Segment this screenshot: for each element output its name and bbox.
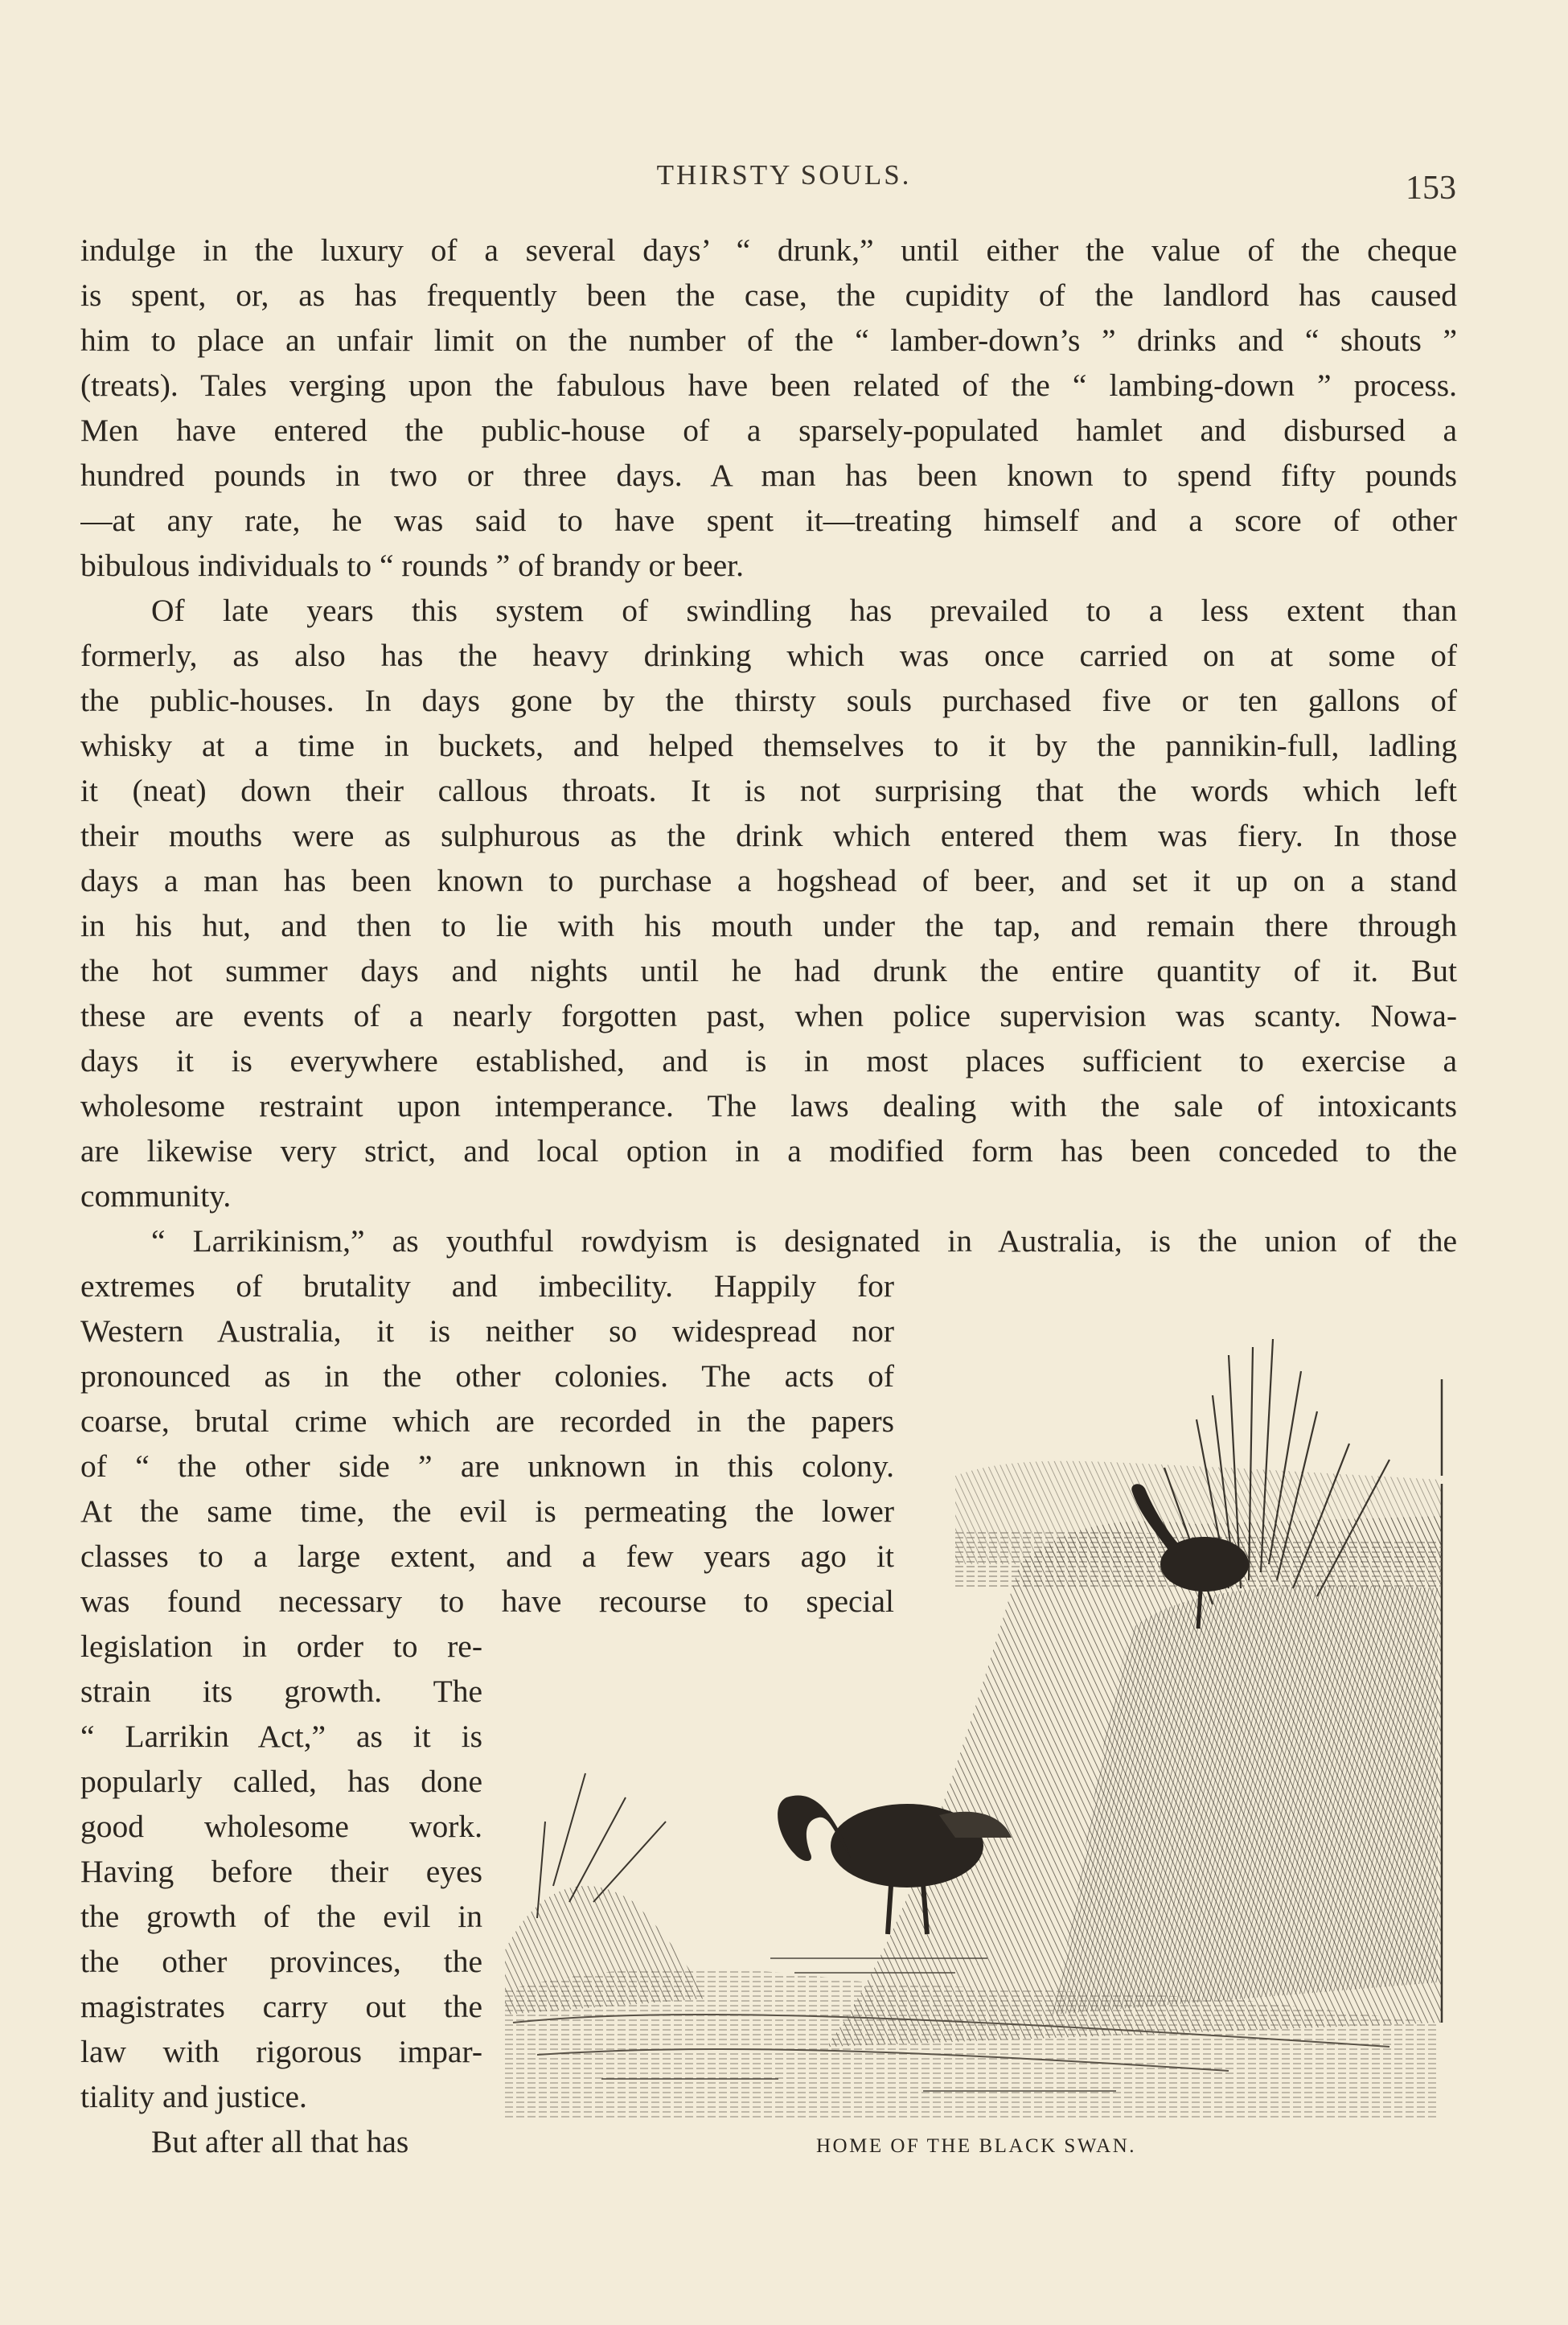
text-line: “ Larrikinism,” as youthful rowdyism is designated in Australia, is the union of the (151, 1223, 1457, 1259)
text-line: in his hut, and then to lie with his mouth under the tap, and remain there through (80, 908, 1457, 943)
text-line: the other provinces, the (80, 1944, 482, 1979)
text-line: extremes of brutality and imbecility. Happily for (80, 1268, 894, 1304)
text-line: the growth of the evil in (80, 1899, 482, 1934)
text-line: formerly, as also has the heavy drinking which was once carried on at some of (80, 638, 1457, 673)
text-line: the hot summer days and nights until he had drunk the entire quantity of it. But (80, 953, 1457, 988)
text-line: legislation in order to re- (80, 1629, 482, 1664)
text-line: “ Larrikin Act,” as it is (80, 1719, 482, 1754)
text-line: days it is everywhere established, and is in most places sufficient to exercise a (80, 1043, 1457, 1078)
black-swan-illustration (505, 1323, 1447, 2119)
text-line: Of late years this system of swindling has prevailed to a less extent than (151, 593, 1457, 628)
text-line: indulge in the luxury of a several days’ “ drunk,” until either the value of the cheque (80, 232, 1457, 268)
page-number: 153 (1406, 170, 1456, 207)
text-line: law with rigorous impar- (80, 2034, 482, 2069)
text-line: —at any rate, he was said to have spent it—treating himself and a score of other (80, 503, 1457, 538)
running-title: THIRSTY SOULS. (656, 159, 912, 191)
text-line: are likewise very strict, and local option in a modified form has been conceded to the (80, 1133, 1457, 1169)
text-line: was found necessary to have recourse to special (80, 1584, 894, 1619)
figure-caption: HOME OF THE BLACK SWAN. (815, 2135, 1137, 2157)
text-line: strain its growth. The (80, 1674, 482, 1709)
text-line: magistrates carry out the (80, 1989, 482, 2024)
text-line: bibulous individuals to “ rounds ” of brandy or beer. (80, 548, 744, 583)
text-line: classes to a large extent, and a few years ago it (80, 1538, 894, 1574)
text-narrow-column (80, 1624, 482, 2164)
text-line: Men have entered the public-house of a sparsely-populated hamlet and disbursed a (80, 413, 1457, 448)
text-line: hundred pounds in two or three days. A man has been known to spend fifty pounds (80, 458, 1457, 493)
text-line: their mouths were as sulphurous as the drink which entered them was fiery. In those (80, 818, 1457, 853)
text-line: Having before their eyes (80, 1854, 482, 1889)
text-line: the public-houses. In days gone by the thirsty souls purchased five or ten gallons of (80, 683, 1457, 718)
text-line: these are events of a nearly forgotten past, when police supervision was scanty. Nowa- (80, 998, 1457, 1033)
text-line: of “ the other side ” are unknown in this colony. (80, 1448, 894, 1484)
text-line: him to place an unfair limit on the number of the “ lamber-down’s ” drinks and “ shouts ” (80, 322, 1457, 358)
text-line: At the same time, the evil is permeating the lower (80, 1493, 894, 1529)
text-line: whisky at a time in buckets, and helped themselves to it by the pannikin-full, ladling (80, 728, 1457, 763)
text-line: tiality and justice. (80, 2079, 307, 2114)
text-line: But after all that has (151, 2124, 409, 2159)
text-line: it (neat) down their callous throats. It is not surprising that the words which left (80, 773, 1457, 808)
text-line: community. (80, 1178, 232, 1214)
text-line: coarse, brutal crime which are recorded in the papers (80, 1403, 894, 1439)
text-line: days a man has been known to purchase a hogshead of beer, and set it up on a stand (80, 863, 1457, 898)
text-line: (treats). Tales verging upon the fabulous have been related of the “ lambing-down ” process. (80, 368, 1457, 403)
text-line: is spent, or, as has frequently been the case, the cupidity of the landlord has caused (80, 277, 1457, 313)
text-line: good wholesome work. (80, 1809, 482, 1844)
text-line: Western Australia, it is neither so widespread nor (80, 1313, 894, 1349)
text-line: wholesome restraint upon intemperance. The laws dealing with the sale of intoxicants (80, 1088, 1457, 1123)
text-line: pronounced as in the other colonies. The acts of (80, 1358, 894, 1394)
text-line: popularly called, has done (80, 1764, 482, 1799)
